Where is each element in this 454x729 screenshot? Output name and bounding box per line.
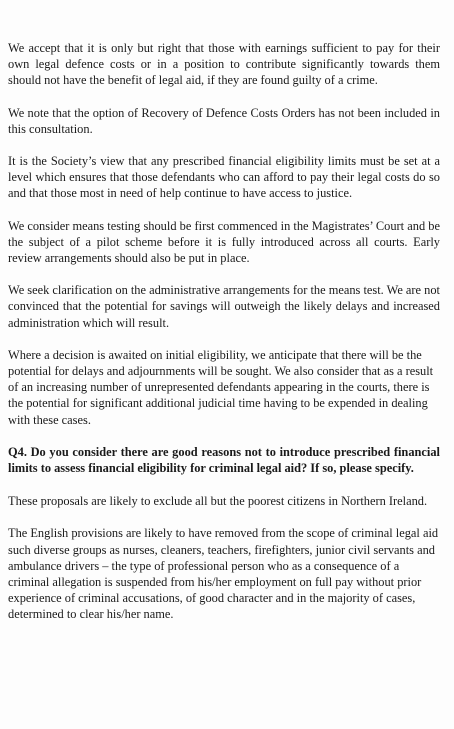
paragraph-clarification: We seek clarification on the administrative arrangements for the means test. We are not convinced that the potential for savings will outweigh the likely delays and increased administration which will result.	[8, 283, 440, 330]
answer-exclusion: These proposals are likely to exclude all but the poorest citizens in Northern Ireland.	[8, 494, 428, 509]
paragraph-defence-costs-orders: We note that the option of Recovery of Defence Costs Orders has not been included in this consultation.	[8, 105, 440, 136]
paragraph-delays: Where a decision is awaited on initial eligibility, we anticipate that there will be the potential for delays and adjournments will be sought. We also consider that as a result of an increasing number of unrepresented defendants appearing in the courts, there is the potential for significant additional judicial time having to be expended in dealing with these cases.	[8, 347, 434, 427]
answer-english-provisions: The English provisions are likely to have removed from the scope of criminal legal aid such diverse groups as nurses, cleaners, teachers, firefighters, junior civil servants and ambulance drivers – the type of professional person who as a consequence of a criminal allegation is suspended from his/her employment on full pay without prior experience of criminal accusations, of good character and in the majority of cases, determined to clear his/her name.	[8, 526, 439, 622]
question-q4: Q4. Do you consider there are good reasons not to introduce prescribed financial limits to assess financial eligibility for criminal legal aid? If so, please specify.	[8, 444, 440, 476]
paragraph-earnings: We accept that it is only but right that those with earnings sufficient to pay for their own legal defence costs or in a position to contribute significantly towards them should not have the benefit of legal aid, if they are found guilty of a crime.	[8, 41, 440, 88]
document-body	[8, 40, 440, 639]
paragraph-eligibility-limits: It is the Society’s view that any prescribed financial eligibility limits must be set at a level which ensures that those defendants who can afford to pay their legal costs do so and that those most in need of help continue to have access to justice.	[8, 154, 440, 201]
paragraph-means-testing: We consider means testing should be first commenced in the Magistrates’ Court and be the subject of a pilot scheme before it is fully introduced across all courts. Early review arrangements should also be put in place.	[8, 218, 440, 266]
